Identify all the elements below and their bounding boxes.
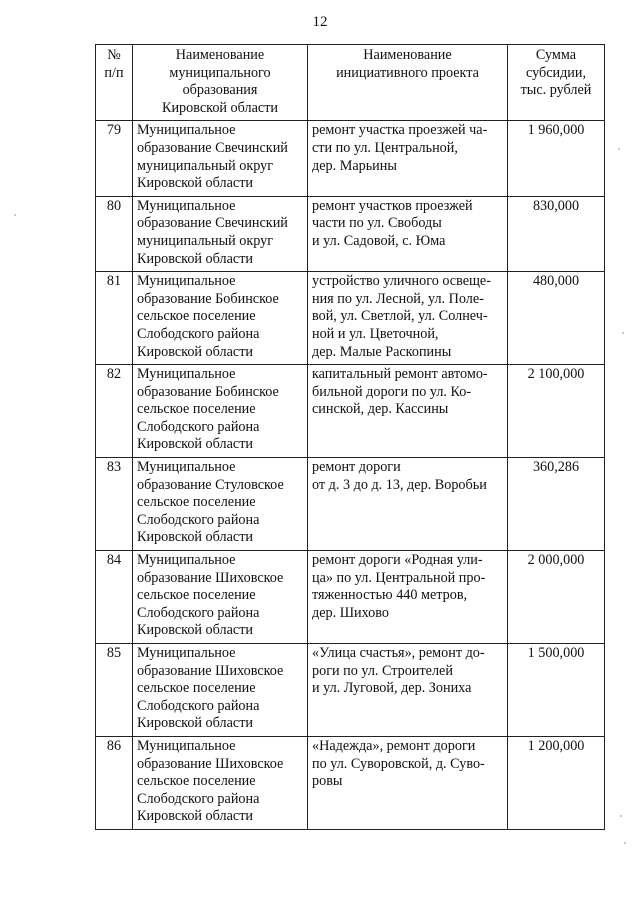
table-row <box>96 121 605 196</box>
scan-speck <box>618 148 620 150</box>
page-number: 12 <box>312 14 328 30</box>
table-row <box>96 644 605 737</box>
table-row <box>96 272 605 365</box>
row-amount: 2 000,000 <box>508 551 605 644</box>
table-header-row <box>96 45 605 121</box>
row-municipality: Муниципальное образование Свечинский муниципальный округ Кировской области <box>133 196 308 271</box>
row-amount: 2 100,000 <box>508 365 605 458</box>
subsidy-table <box>95 44 605 830</box>
row-number: 83 <box>96 458 133 551</box>
header-municipality: Наименование муниципального образования Кировской области <box>133 45 308 121</box>
row-project: ремонт участков проезжей части по ул. Свободы и ул. Садовой, с. Юма <box>308 196 508 271</box>
row-project: капитальный ремонт автомо- бильной дороги по ул. Ко- синской, дер. Кассины <box>308 365 508 458</box>
row-amount: 830,000 <box>508 196 605 271</box>
row-municipality: Муниципальное образование Стуловское сельское поселение Слободского района Кировской области <box>133 458 308 551</box>
row-project: «Улица счастья», ремонт до- роги по ул. Строителей и ул. Луговой, дер. Зониха <box>308 644 508 737</box>
row-number: 80 <box>96 196 133 271</box>
scan-speck <box>624 842 626 844</box>
row-amount: 1 960,000 <box>508 121 605 196</box>
row-municipality: Муниципальное образование Свечинский муниципальный округ Кировской области <box>133 121 308 196</box>
table-row <box>96 196 605 271</box>
header-project: Наименование инициативного проекта <box>308 45 508 121</box>
row-municipality: Муниципальное образование Шиховское сельское поселение Слободского района Кировской области <box>133 551 308 644</box>
row-amount: 1 200,000 <box>508 736 605 829</box>
row-municipality: Муниципальное образование Шиховское сельское поселение Слободского района Кировской области <box>133 644 308 737</box>
row-project: ремонт дороги «Родная ули- ца» по ул. Центральной про- тяженностью 440 метров, дер. Шихово <box>308 551 508 644</box>
scan-speck <box>620 815 622 817</box>
header-amount: Сумма субсидии, тыс. рублей <box>508 45 605 121</box>
table-row <box>96 458 605 551</box>
row-number: 86 <box>96 736 133 829</box>
header-number: № п/п <box>96 45 133 121</box>
scan-speck <box>14 214 16 216</box>
row-amount: 480,000 <box>508 272 605 365</box>
row-municipality: Муниципальное образование Бобинское сельское поселение Слободского района Кировской области <box>133 365 308 458</box>
row-amount: 1 500,000 <box>508 644 605 737</box>
row-project: устройство уличного освеще- ния по ул. Лесной, ул. Поле- вой, ул. Светлой, ул. Солнеч- ной и ул. Цветочной, дер. Малые Раскопины <box>308 272 508 365</box>
row-number: 85 <box>96 644 133 737</box>
row-project: ремонт дороги от д. 3 до д. 13, дер. Воробьи <box>308 458 508 551</box>
row-municipality: Муниципальное образование Бобинское сельское поселение Слободского района Кировской области <box>133 272 308 365</box>
row-number: 79 <box>96 121 133 196</box>
scan-speck <box>622 332 624 334</box>
row-number: 81 <box>96 272 133 365</box>
row-municipality: Муниципальное образование Шиховское сельское поселение Слободского района Кировской области <box>133 736 308 829</box>
table-row <box>96 736 605 829</box>
table-row <box>96 365 605 458</box>
table-row <box>96 551 605 644</box>
row-project: «Надежда», ремонт дороги по ул. Суворовской, д. Суво- ровы <box>308 736 508 829</box>
row-number: 84 <box>96 551 133 644</box>
row-project: ремонт участка проезжей ча- сти по ул. Центральной, дер. Марьины <box>308 121 508 196</box>
row-amount: 360,286 <box>508 458 605 551</box>
row-number: 82 <box>96 365 133 458</box>
